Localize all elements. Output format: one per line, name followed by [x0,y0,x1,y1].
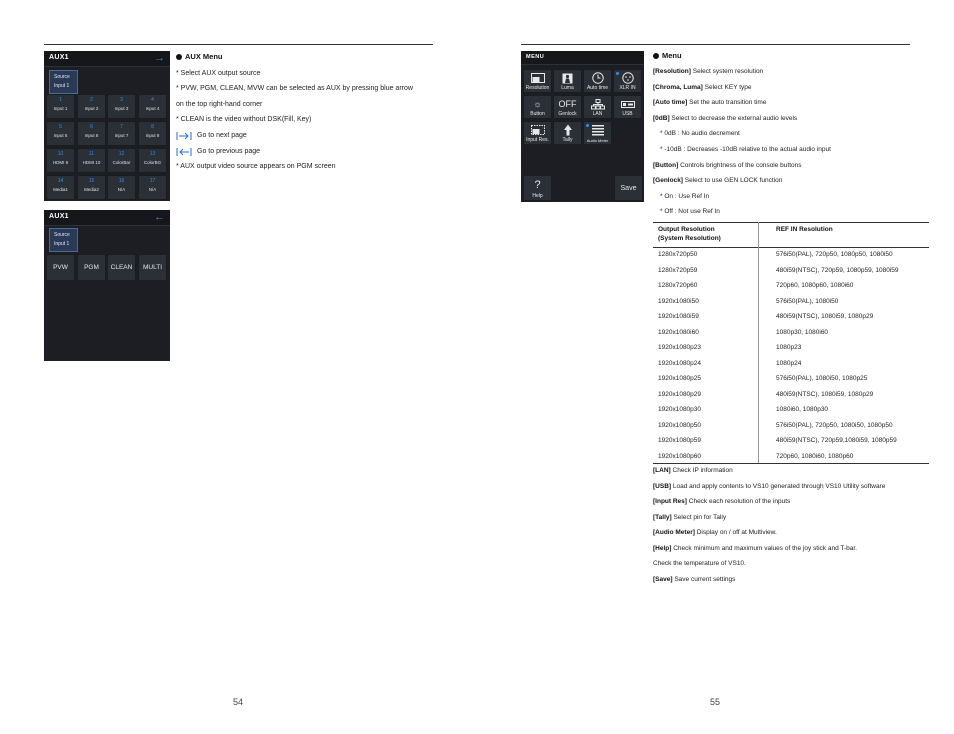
button-brightness-label: Button [530,111,545,117]
menu-desc-text: Check each resolution of the inputs [686,498,791,505]
help-button[interactable] [523,175,552,201]
usb-button[interactable] [613,95,642,119]
lan-button[interactable] [583,95,612,119]
aux-source-button[interactable] [138,121,167,146]
aux-source-label: Input 1 [53,106,68,111]
aux-source-button[interactable] [138,148,167,173]
aux-panel-title: AUX1 [49,54,69,61]
table-cell-output: 1920x1080p59 [658,437,702,444]
aux-source-button[interactable] [77,121,106,146]
aux-source-number: 6 [90,124,93,130]
aux-menu-heading-text: AUX Menu [185,52,223,61]
table-header-refin: REF IN Resolution [776,226,833,233]
page-number-left: 54 [233,697,244,707]
aux-desc-line: * Select AUX output source [176,70,261,77]
menu-desc-text: * Off : Not use Ref In [660,208,720,216]
audio-meter-label: Audio Meter [586,138,609,143]
aux-source-number: 8 [151,124,154,130]
bullet-icon [653,53,659,59]
menu-desc-text: Select pin for Tally [671,513,727,521]
genlock-button[interactable] [553,95,582,119]
aux-source-label: Input 5 [53,133,68,138]
menu-desc-text: * -10dB : Decreases -10dB relative to the actual audio input [660,146,831,153]
aux-panel-header [44,51,170,67]
menu-desc-line [653,529,777,536]
table-cell-output: 1920x1080p24 [658,359,702,367]
table-cell-output: 1920x1080i50 [658,297,699,305]
page-number-right: 55 [710,697,721,707]
back-arrow-icon[interactable]: ← [154,211,165,223]
menu-desc-line [660,193,709,200]
aux-source-number: 2 [90,97,93,103]
pvw-button[interactable]: PVW [46,254,75,281]
table-cell-refin: 720p60, 1080i60, 1080p60 [776,452,854,460]
menu-desc-key: [Save] [653,575,673,583]
menu-title: MENU [526,54,545,60]
source-label: Source [54,74,70,80]
right-header-rule [521,44,910,45]
menu-desc-line [653,514,726,521]
aux-source-button[interactable] [46,148,75,173]
menu-desc-key: [USB] [653,482,672,490]
menu-desc-text: Controls brightness of the console buttons [678,161,802,169]
menu-desc-line [653,467,733,474]
clean-button[interactable]: CLEAN [107,254,136,281]
menu-desc-line [653,177,782,184]
menu-desc-text: Select KEY type [702,83,752,91]
aux-menu-heading [176,52,223,61]
menu-desc-line [660,146,831,153]
menu-desc-key: [Help] [653,544,672,552]
menu-desc-line [660,130,740,137]
source-value: Input 1 [54,83,70,89]
luma-button[interactable] [553,69,582,93]
aux-source-number: 3 [120,97,123,103]
menu-desc-line [653,545,857,552]
left-header-rule [44,44,433,45]
prev-page-icon [176,147,192,157]
aux-panel-outputs [44,210,170,361]
aux-source-number: 5 [59,124,62,130]
aux-source-button[interactable] [107,94,136,119]
table-cell-output: 1920x1080i59 [658,313,699,320]
menu-desc-key: [LAN] [653,467,671,474]
table-header-output [658,225,721,243]
aux-desc-line: * PVW, PGM, CLEAN, MVW can be selected as AUX by pressing blue arrow [176,85,413,92]
table-cell-output: 1920x1080p60 [658,452,702,460]
xlr-in-button[interactable] [613,69,642,93]
source-box[interactable] [49,228,78,252]
menu-desc-line [653,99,766,106]
tally-label: Tally [562,137,573,143]
aux-panel-title: AUX1 [49,213,69,220]
aux-source-button[interactable] [107,121,136,146]
aux-source-label: ColorBar [112,160,131,165]
menu-desc-key: [Resolution] [653,68,691,75]
table-cell-refin: 1080p23 [776,344,802,351]
menu-desc-text: Display on / off at Multiview. [694,529,777,536]
aux-source-label: Input 2 [84,106,99,111]
aux-source-label: Input 8 [145,133,160,138]
menu-desc-text: * On : Use Ref In [660,192,710,200]
genlock-icon: OFF [558,99,577,109]
table-cell-refin: 1080i60, 1080p30 [776,406,829,413]
table-cell-output: 1920x1080p50 [658,421,702,429]
aux-source-button[interactable] [46,94,75,119]
aux-source-number: 13 [149,151,156,157]
aux-source-number: 4 [151,97,154,103]
tally-icon [554,124,581,136]
aux-source-button[interactable] [138,175,167,200]
menu-desc-line [653,84,752,91]
menu-desc-text: Check the temperature of VS10. [653,560,746,567]
aux-source-label: HDMI 9 [52,160,69,165]
menu-desc-key: [Tally] [653,513,672,521]
auto-time-button[interactable] [583,69,612,93]
source-value: Input 1 [54,241,70,247]
network-icon [584,98,611,110]
resolution-icon [524,72,551,84]
aux-source-label: N/A [148,187,157,192]
aux-source-label: Input 7 [114,133,129,138]
next-arrow-icon[interactable]: → [154,52,165,64]
menu-desc-line [660,208,720,215]
luma-icon [554,72,581,84]
table-cell-refin: 1080p24 [776,359,802,367]
help-icon: ? [534,179,541,191]
usb-label: USB [622,111,633,117]
audio-meter-icon [584,124,611,136]
multi-button[interactable]: MULTI [138,254,167,281]
aux-source-number: 12 [118,151,125,157]
save-button[interactable] [614,175,643,201]
aux-source-button[interactable] [107,175,136,200]
menu-desc-key: [Input Res] [653,498,687,505]
next-page-icon [176,131,192,141]
table-cell-output: 1920x1080p23 [658,344,702,351]
menu-desc-line [653,162,801,169]
aux-source-number: 16 [118,178,125,184]
menu-desc-text: Save current settings [672,575,736,583]
genlock-label: Genlock [558,111,577,117]
aux-source-label: Input 3 [114,106,129,111]
prev-page-text: Go to previous page [197,148,261,155]
table-top-rule [653,222,929,223]
table-cell-output: 1920x1080p30 [658,406,702,413]
aux-desc-last: * AUX output video source appears on PGM screen [176,163,336,170]
resolution-button[interactable] [523,69,552,93]
menu-desc-line [653,576,735,583]
aux-source-label: N/A [117,187,126,192]
table-cell-refin: 480i59(NTSC), 1080i59, 1080p29 [776,313,874,320]
menu-desc-text: Check IP information [670,467,733,474]
aux-source-button[interactable] [77,94,106,119]
menu-desc-line [653,498,790,505]
table-cell-output: 1920x1080i60 [658,328,699,336]
brightness-icon: ☼ [533,99,542,109]
button-brightness-button[interactable] [523,95,552,119]
source-box[interactable] [49,70,78,94]
table-cell-refin: 576i50(PAL), 720p50, 1080i50, 1080p50 [776,421,893,429]
table-cell-output: 1280x720p60 [658,282,698,289]
aux-source-number: 15 [88,178,95,184]
table-cell-refin: 480i59(NTSC), 1080i59, 1080p29 [776,390,874,398]
aux-source-label: Media2 [84,187,99,192]
menu-desc-key: [Chroma, Luma] [653,83,703,91]
table-cell-refin: 480i59(NTSC), 720p59, 1080p59, 1080i59 [776,266,899,274]
aux-source-label: Input 4 [145,106,160,111]
aux-source-number: 14 [57,178,64,184]
luma-label: Luma [561,85,574,91]
table-cell-refin: 1080p30, 1080i60 [776,328,829,336]
table-cell-output: 1280x720p59 [658,266,698,274]
table-cell-refin: 576i50(PAL), 1080i50, 1080p25 [776,375,868,382]
menu-header [521,51,644,65]
menu-heading [653,51,682,60]
menu-desc-key: [Audio Meter] [653,529,695,536]
table-header-rule [653,247,929,248]
aux-source-label: ColorBG [143,160,162,165]
table-cell-refin: 480i59(NTSC), 720p59,1080i59, 1080p59 [776,437,897,444]
menu-desc-key: [Auto time] [653,99,688,107]
menu-desc-text: * 0dB : No audio decrement [660,130,740,138]
aux-source-number: 17 [149,178,156,184]
menu-desc-text: Load and apply contents to VS10 generated through VS10 Utility software [671,482,886,490]
menu-heading-text: Menu [662,51,682,60]
header-line: Output Resolution [658,226,715,233]
tally-button[interactable] [553,121,582,145]
aux-source-button[interactable] [46,121,75,146]
header-line: (System Resolution) [658,235,721,242]
next-page-text: Go to next page [197,132,247,139]
menu-desc-line [653,115,797,122]
table-cell-output: 1280x720p50 [658,251,698,258]
menu-desc-text: Select to use GEN LOCK function [682,177,783,185]
menu-desc-key: [Button] [653,161,679,169]
input-res-button[interactable] [523,121,552,145]
auto-time-label: Auto time [586,85,609,91]
aux-source-number: 1 [59,97,62,103]
input-res-icon [524,124,551,136]
help-label: Help [532,193,543,199]
aux-source-button[interactable] [77,148,106,173]
menu-desc-text: Select to decrease the external audio levels [669,114,798,122]
table-cell-output: 1920x1080p25 [658,375,702,382]
aux-source-number: 10 [57,151,64,157]
aux-source-label: Input 6 [84,133,99,138]
aux-source-button[interactable] [107,148,136,173]
table-column-divider [758,222,759,463]
menu-desc-text: Select system resolution [690,68,764,75]
aux-source-label: Media1 [53,187,68,192]
save-label: Save [620,185,637,192]
aux-panel-inputs [44,51,170,201]
table-bottom-rule [653,463,929,464]
bullet-icon [176,54,182,60]
aux-source-number: 11 [88,151,95,157]
aux-source-label: HDMI 10 [82,160,101,165]
xlr-icon [614,72,641,84]
resolution-label: Resolution [525,85,550,91]
menu-desc-key: [Genlock] [653,177,683,185]
menu-desc-text: Check minimum and maximum values of the joy stick and T-bar. [671,544,857,552]
aux-desc-line: on the top right-hand corner [176,101,263,108]
pgm-button[interactable]: PGM [77,254,106,281]
menu-desc-line [653,483,885,490]
aux-source-button[interactable] [77,175,106,200]
menu-desc-key: [0dB] [653,114,670,122]
aux-source-button[interactable] [46,175,75,200]
xlr-in-label: XLR IN [619,85,636,91]
table-cell-refin: 720p60, 1080p60, 1080i60 [776,282,854,289]
aux-source-button[interactable] [138,94,167,119]
audio-meter-button[interactable] [583,121,612,145]
menu-desc-line [653,560,746,567]
usb-icon [614,98,641,110]
input-res-label: Input Res. [526,137,549,143]
table-cell-refin: 576i50(PAL), 1080i50 [776,297,839,305]
menu-desc-text: Set the auto transition time [687,99,767,107]
clock-icon [584,72,611,84]
lan-label: LAN [592,111,603,117]
source-label: Source [54,232,70,238]
table-cell-refin: 576i50(PAL), 720p50, 1080p50, 1080i50 [776,251,893,258]
aux-panel-header [44,210,170,226]
menu-panel [521,51,644,202]
table-cell-output: 1920x1080p29 [658,390,702,398]
aux-source-number: 7 [120,124,123,130]
aux-desc-line: * CLEAN is the video without DSK(Fill, Key) [176,116,312,123]
menu-desc-line [653,68,763,75]
